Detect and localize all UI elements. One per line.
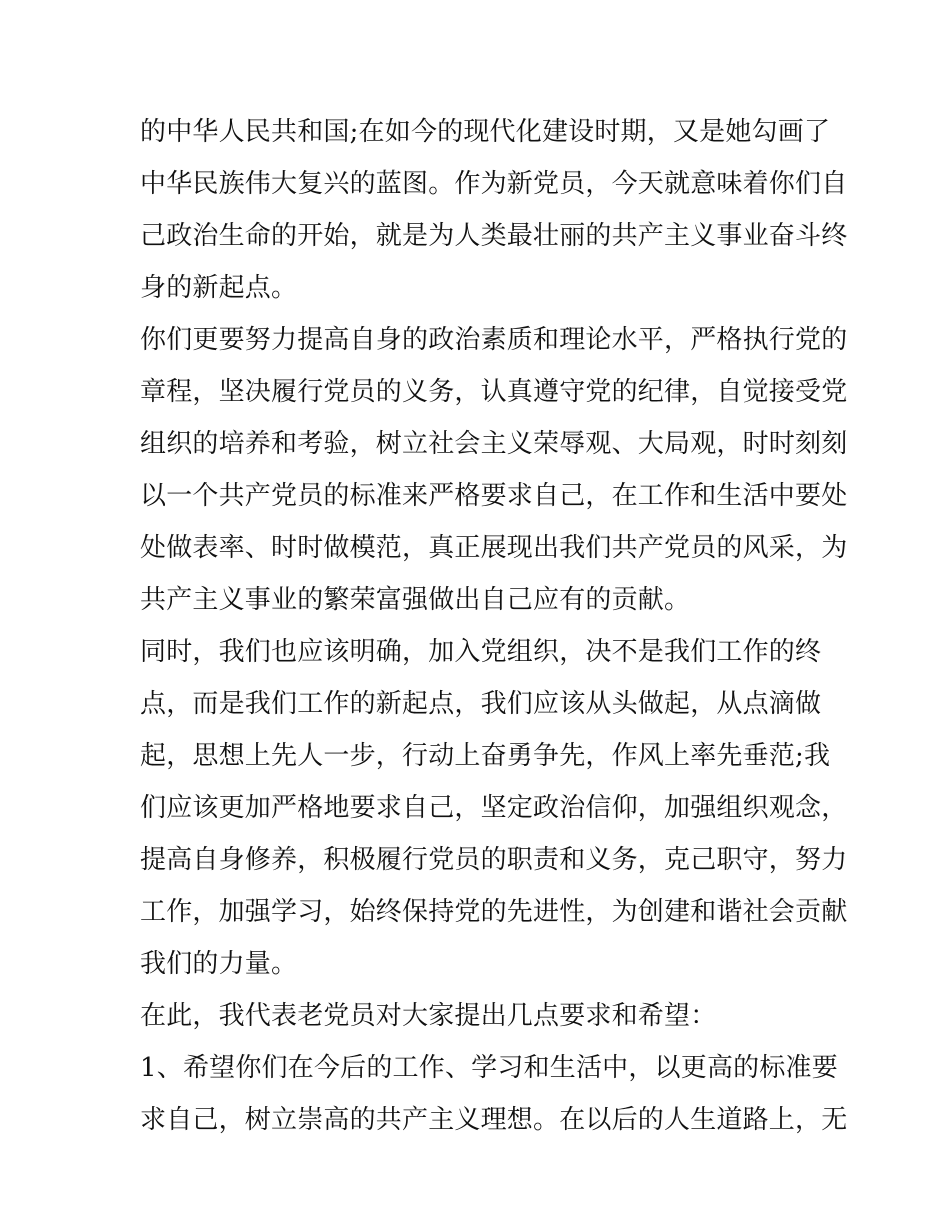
text-line: 共产主义事业的繁荣富强做出自己应有的贡献。: [140, 585, 691, 615]
text-line: 在此，我代表老党员对大家提出几点要求和希望：: [140, 1001, 717, 1031]
text-line: 1、希望你们在今后的工作、学习和生活中，以更高的标准要: [140, 1053, 838, 1083]
text-line: 们应该更加严格地要求自己，坚定政治信仰，加强组织观念，: [140, 793, 848, 823]
text-line: 己政治生命的开始，就是为人类最壮丽的共产主义事业奋斗终: [140, 221, 848, 251]
text-line: 我们的力量。: [140, 949, 298, 979]
text-line: 点，而是我们工作的新起点，我们应该从头做起，从点滴做: [140, 689, 822, 719]
text-line: 组织的培养和考验，树立社会主义荣辱观、大局观，时时刻刻: [140, 429, 848, 459]
text-line: 求自己，树立崇高的共产主义理想。在以后的人生道路上，无: [140, 1105, 848, 1135]
text-line: 起，思想上先人一步，行动上奋勇争先，作风上率先垂范;我: [140, 741, 831, 771]
text-line: 你们更要努力提高自身的政治素质和理论水平，严格执行党的: [140, 325, 848, 355]
text-line: 身的新起点。: [140, 273, 298, 303]
text-line: 提高自身修养，积极履行党员的职责和义务，克己职守，努力: [140, 845, 848, 875]
text-line: 的中华人民共和国;在如今的现代化建设时期，又是她勾画了: [140, 117, 831, 147]
text-line: 以一个共产党员的标准来严格要求自己，在工作和生活中要处: [140, 481, 848, 511]
text-line: 中华民族伟大复兴的蓝图。作为新党员，今天就意味着你们自: [140, 169, 848, 199]
document-body: [140, 106, 848, 1146]
text-line: 处做表率、时时做模范，真正展现出我们共产党员的风采，为: [140, 533, 848, 563]
text-line: 同时，我们也应该明确，加入党组织，决不是我们工作的终: [140, 637, 822, 667]
text-line: 工作，加强学习，始终保持党的先进性，为创建和谐社会贡献: [140, 897, 848, 927]
text-line: 章程，坚决履行党员的义务，认真遵守党的纪律，自觉接受党: [140, 377, 848, 407]
